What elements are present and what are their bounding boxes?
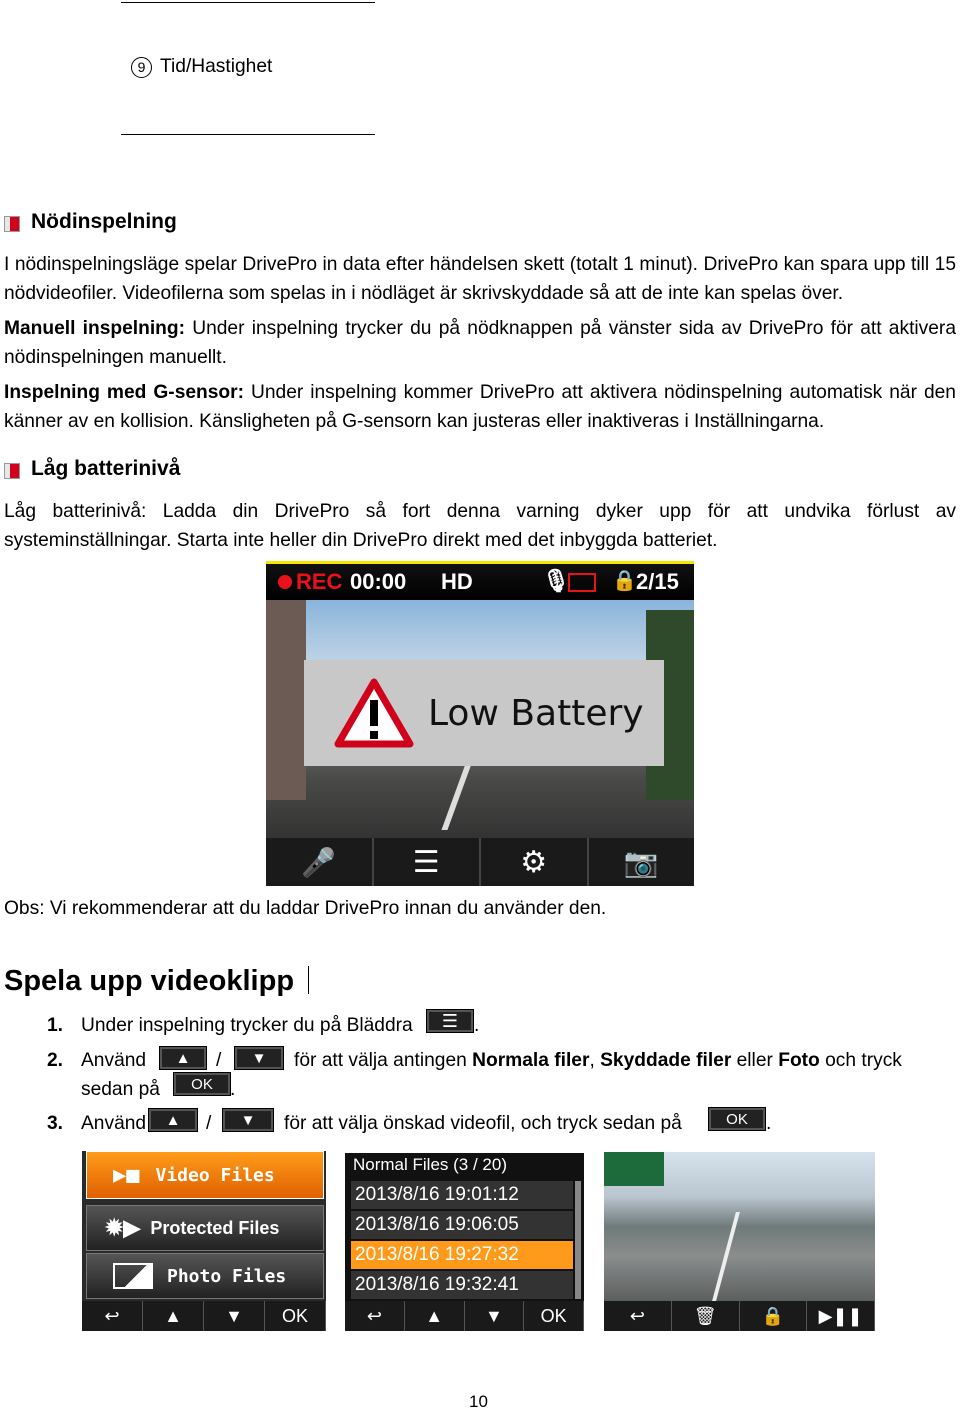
battery-title: Låg batterinivå: [31, 457, 181, 480]
mic-icon: 🎤: [266, 838, 374, 886]
top-item: [131, 56, 272, 78]
low-battery-text: Low Battery: [428, 692, 644, 734]
step1-text: Under inspelning trycker du på Bläddra: [81, 1015, 413, 1036]
gsensor-label: Inspelning med G-sensor:: [4, 382, 244, 403]
down-arrow-icon[interactable]: ▼: [465, 1301, 525, 1331]
step2-end: .: [230, 1079, 236, 1100]
playback-title: [4, 965, 309, 998]
lock-icon[interactable]: 🔒: [740, 1301, 808, 1331]
video-camera-icon: ▶■: [113, 1162, 140, 1188]
back-icon[interactable]: ↩: [82, 1301, 143, 1331]
ok-button-icon: OK: [173, 1072, 231, 1096]
low-battery-screen: [266, 561, 694, 886]
gsensor-text: Under inspelning kommer DrivePro att aktivera nödinspelning automatisk när den känner av en kollision. Känsligheten på G-sensorn kan justeras eller inaktiveras i Inställningarna.: [4, 382, 956, 432]
manual-label: Manuell inspelning:: [4, 318, 185, 339]
status-bar: [266, 564, 694, 600]
play-pause-icon[interactable]: ▶❚❚: [807, 1301, 875, 1331]
step3-slash: /: [206, 1113, 212, 1134]
step2-or: eller: [731, 1050, 779, 1071]
step2-use: Använd: [81, 1050, 147, 1071]
step1-end: .: [474, 1015, 480, 1036]
camera-icon: 📷: [623, 846, 659, 878]
photo-icon: [113, 1263, 153, 1289]
file-type-menu-screen: [82, 1151, 326, 1331]
up-button-icon: ▲: [148, 1108, 198, 1132]
menu-protected-files-label: Protected Files: [150, 1217, 280, 1238]
browse-button-icon: ☰: [426, 1009, 474, 1033]
menu-photo-files-label: Photo Files: [167, 1265, 287, 1287]
highway-sign: [604, 1152, 664, 1186]
menu-photo-files[interactable]: [86, 1253, 324, 1299]
file-row-selected[interactable]: 2013/8/16 19:27:32: [351, 1241, 573, 1269]
step3-number: 3.: [47, 1113, 64, 1134]
manual-text: Under inspelning trycker du på nödknappen på vänster sida av DrivePro för att aktivera nödinspelningen manuellt.: [4, 318, 956, 368]
ok-button-icon: OK: [708, 1107, 766, 1131]
up-arrow-icon[interactable]: ▲: [143, 1301, 204, 1331]
mid-rule: [121, 134, 375, 135]
lock-icon: 🔒: [612, 570, 637, 592]
rec-dot-icon: [278, 575, 292, 589]
step3-end: .: [766, 1113, 772, 1134]
warning-triangle-icon: [334, 678, 414, 748]
file-list-screen: [345, 1153, 584, 1331]
ok-control[interactable]: OK: [524, 1301, 584, 1331]
down-button-icon: ▼: [222, 1108, 274, 1132]
note-text: Obs: Vi rekommenderar att du laddar DrivePro innan du använder den.: [4, 898, 607, 919]
highway-image: [604, 1152, 875, 1301]
file-counter: 2/15: [636, 569, 679, 594]
file-list-header: Normal Files (3 / 20): [353, 1155, 507, 1174]
step3-use: Använd: [81, 1113, 147, 1134]
emergency-paragraph: I nödinspelningsläge spelar DrivePro in data efter händelsen skett (totalt 1 minut). DrivePro kan spara upp till 15 nödvideofiler. Videofilerna som spelas in i nödläget är skrivskyddade så att de inte kan spelas över.: [4, 254, 956, 304]
file-row[interactable]: 2013/8/16 19:32:41: [351, 1271, 573, 1299]
top-item-label: Tid/Hastighet: [160, 56, 273, 77]
video-playback-screen: [604, 1152, 875, 1331]
normal-files-label: Normala filer: [472, 1050, 590, 1071]
file-row[interactable]: 2013/8/16 19:01:12: [351, 1181, 573, 1209]
highway-lane: [712, 1212, 740, 1301]
battery-empty-icon: [568, 573, 596, 592]
building-left: [266, 600, 306, 800]
title-cursor: [308, 966, 309, 994]
top-rule: [121, 2, 375, 3]
section-bullet-icon: [4, 463, 20, 479]
trash-icon[interactable]: 🗑: [672, 1301, 740, 1331]
menu-icon: ☰: [374, 838, 482, 886]
manual-paragraph: [4, 314, 956, 372]
battery-paragraph: Låg batterinivå: Ladda din DrivePro så fort denna varning dyker upp för att undvika förlust av systeminställningar. Starta inte heller din DrivePro direkt med det inbyggda batteriet.: [4, 501, 956, 551]
step2-text: [294, 1050, 902, 1072]
menu-protected-files[interactable]: [86, 1205, 324, 1251]
emergency-title: Nödinspelning: [31, 210, 177, 233]
step2-comma: ,: [589, 1050, 601, 1071]
step2-text-a: för att välja antingen: [294, 1050, 473, 1071]
section-bullet-icon: [4, 216, 20, 232]
ok-control[interactable]: OK: [265, 1301, 326, 1331]
step2-text-c: och tryck: [819, 1050, 902, 1071]
protected-video-icon: ✹▶: [105, 1215, 141, 1240]
menu-control-bar: [82, 1301, 326, 1331]
list-control-bar: [345, 1301, 584, 1331]
menu-video-files-label: Video Files: [155, 1164, 275, 1186]
quality-label: HD: [441, 569, 473, 594]
gsensor-paragraph: [4, 378, 956, 436]
list-scrollbar[interactable]: [575, 1181, 581, 1299]
rec-time: 00:00: [350, 569, 407, 594]
step2-then: sedan på: [81, 1079, 160, 1100]
protected-files-label: Skyddade filer: [600, 1050, 732, 1071]
settings-gear-icon: ⚙: [481, 838, 589, 886]
playback-control-bar: [604, 1301, 875, 1331]
up-arrow-icon[interactable]: ▲: [405, 1301, 465, 1331]
down-arrow-icon[interactable]: ▼: [204, 1301, 265, 1331]
step3-text: för att välja önskad videofil, och tryck sedan på: [284, 1113, 682, 1134]
mic-muted-icon: 🎙: [542, 568, 570, 593]
circled-number: 9: [131, 57, 152, 78]
down-button-icon: ▼: [234, 1046, 284, 1070]
step2-number: 2.: [47, 1050, 64, 1071]
back-icon[interactable]: ↩: [345, 1301, 405, 1331]
page-number: 10: [469, 1392, 488, 1411]
screen-toolbar: [266, 838, 694, 886]
rec-label: REC: [296, 569, 343, 594]
back-icon[interactable]: ↩: [604, 1301, 672, 1331]
photo-label: Foto: [778, 1050, 820, 1071]
step2-slash: /: [216, 1050, 222, 1071]
playback-title-text: Spela upp videoklipp: [4, 965, 295, 997]
menu-video-files[interactable]: [86, 1151, 324, 1199]
file-row[interactable]: 2013/8/16 19:06:05: [351, 1211, 573, 1239]
up-button-icon: ▲: [159, 1046, 207, 1070]
low-battery-dialog: [304, 660, 664, 766]
step1-number: 1.: [47, 1015, 64, 1036]
